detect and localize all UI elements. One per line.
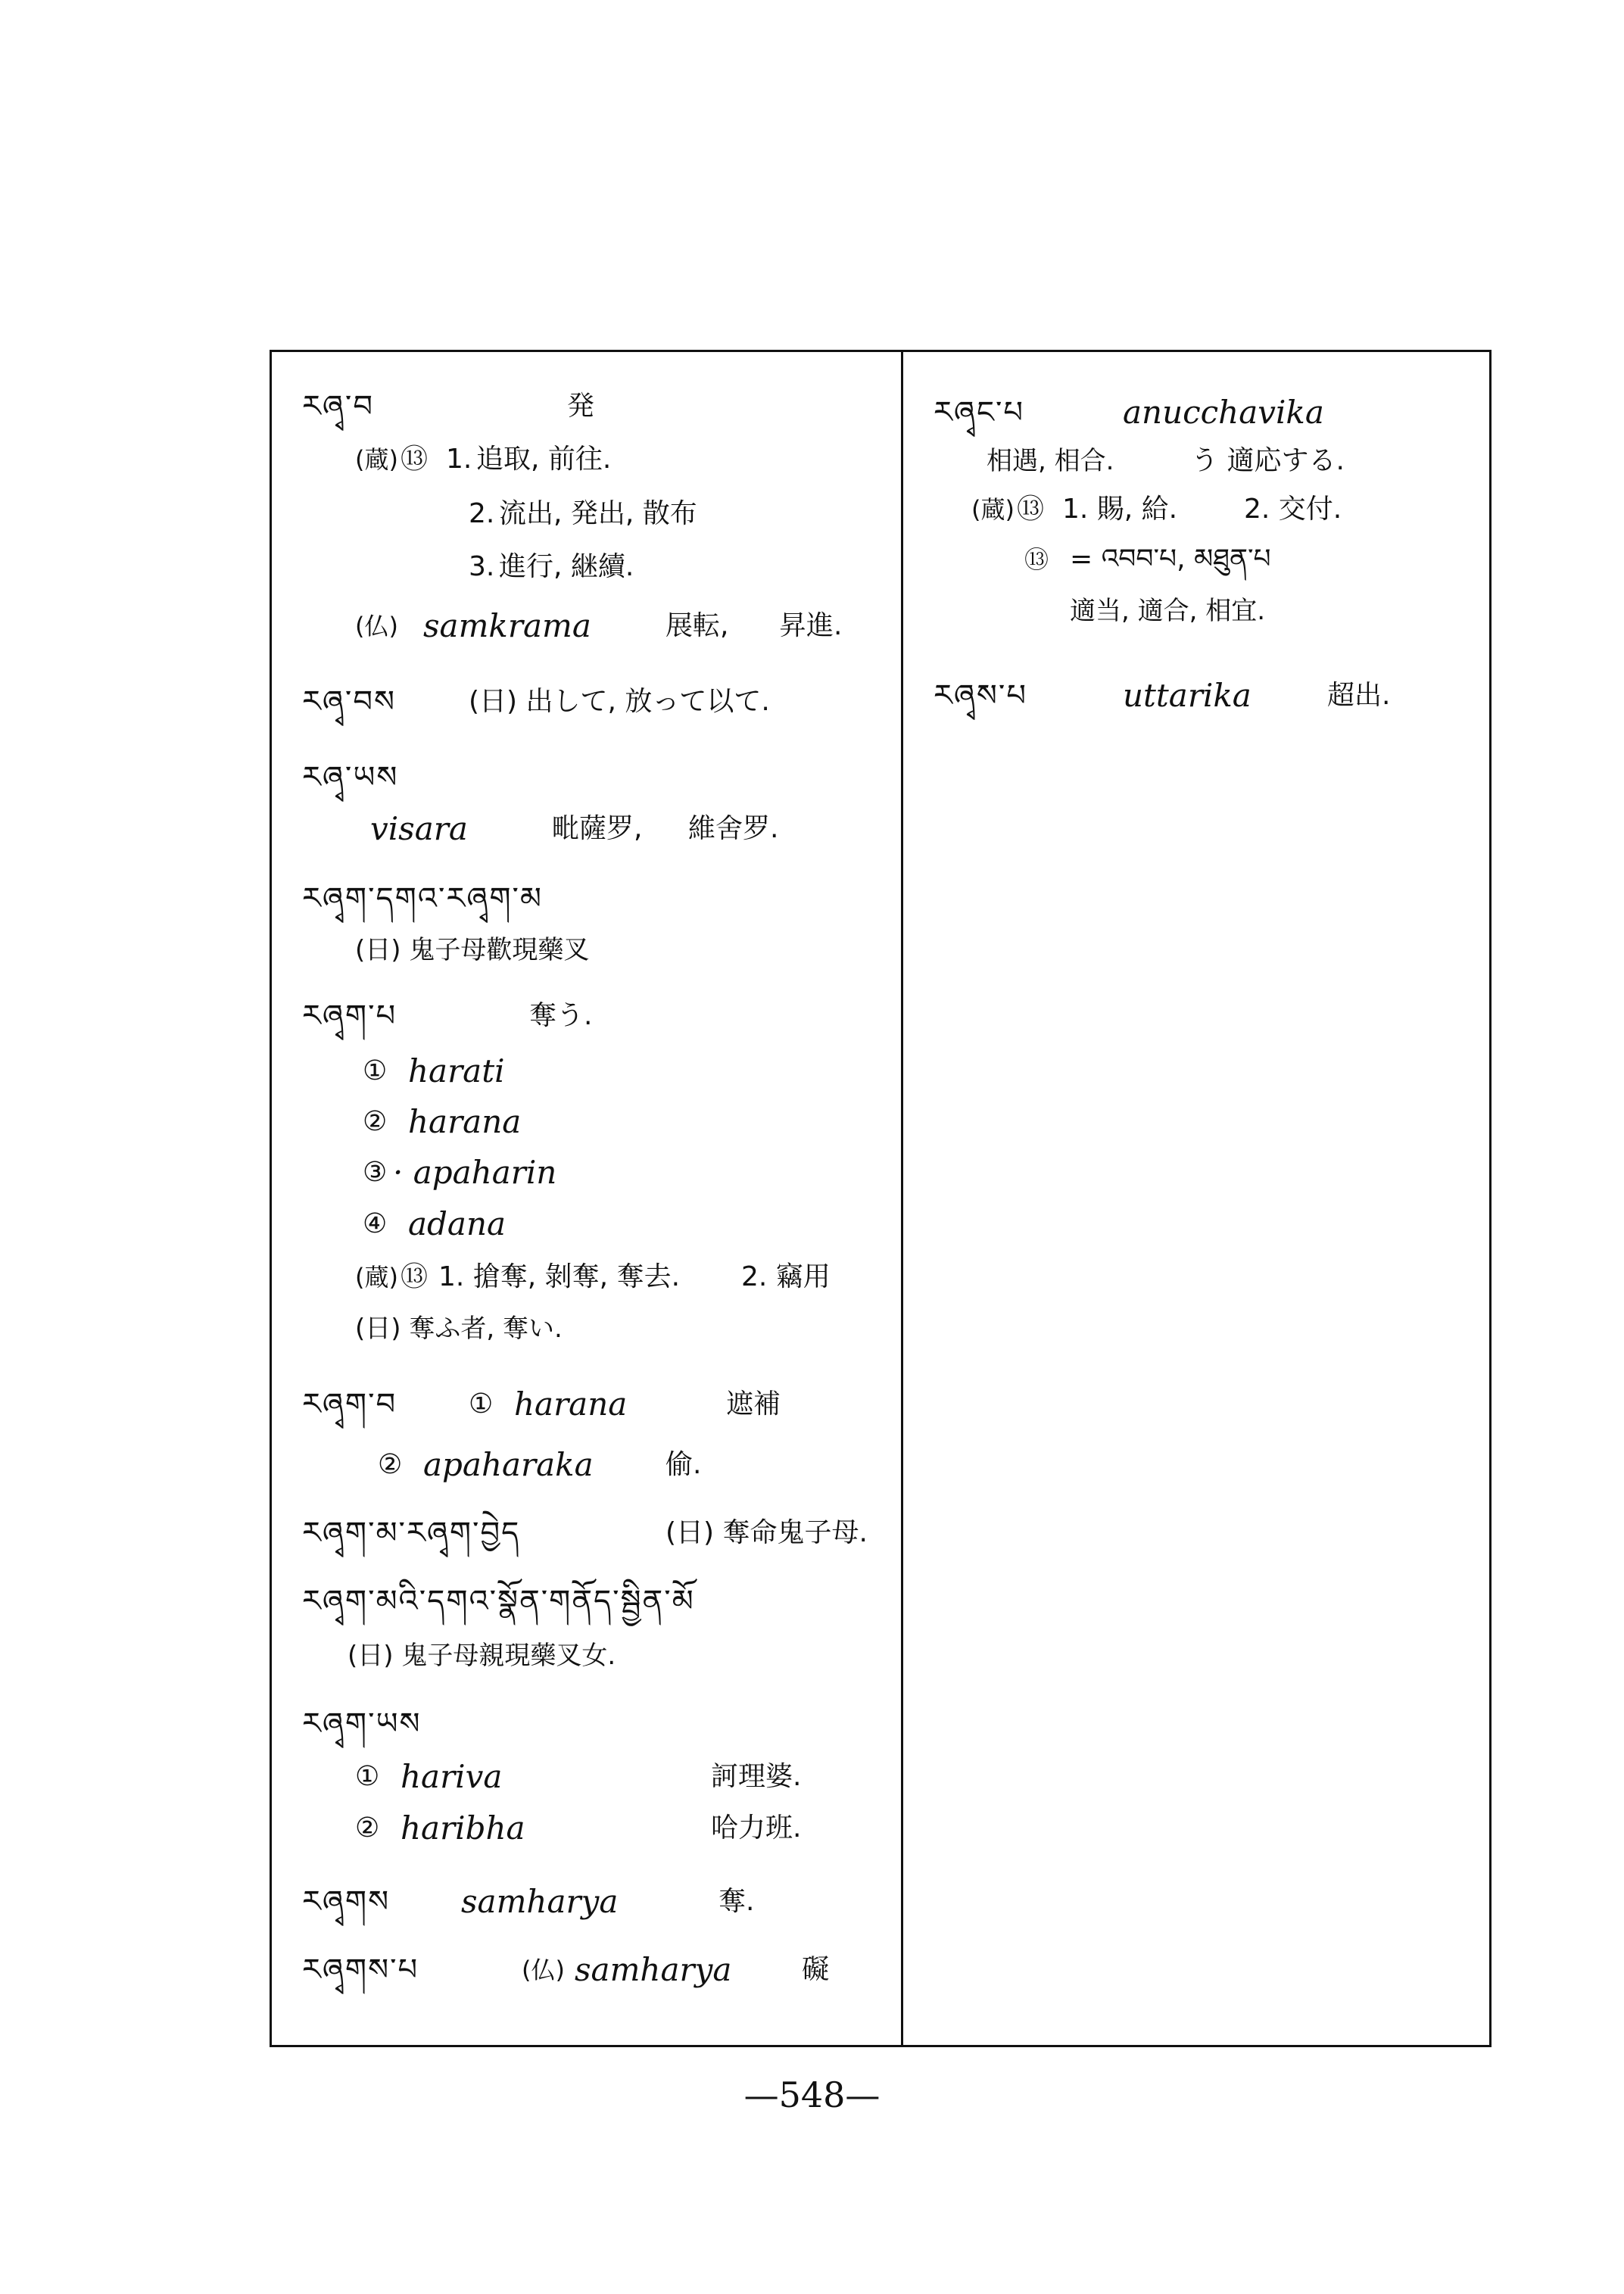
entry-detail: = འབབ་པ, མཐུན་པ bbox=[1070, 544, 1271, 575]
headword: ཪཞྭག་པ bbox=[302, 999, 397, 1033]
entry-detail: 昇進. bbox=[779, 610, 843, 641]
headword: ཪཞྭག་ཡས bbox=[302, 1706, 422, 1741]
entry-detail: 進行, 継續. bbox=[499, 551, 634, 582]
entry-gloss: (仏) bbox=[522, 1956, 565, 1984]
page-number: —548— bbox=[743, 2074, 881, 2115]
entry-gloss: anucchavika bbox=[1123, 394, 1324, 431]
entry-detail: samkrama bbox=[423, 607, 591, 644]
headword: ཪཞྭགས་པ bbox=[302, 1953, 419, 1987]
entry-detail: ③ bbox=[363, 1157, 388, 1188]
entry-detail: ② bbox=[378, 1449, 403, 1480]
entry-detail: 1. bbox=[446, 444, 472, 475]
entry-detail: 2. 竊用 bbox=[741, 1261, 831, 1292]
entry-gloss: 礙 bbox=[802, 1954, 830, 1985]
left-column bbox=[272, 352, 901, 2045]
entry-gloss: 奪. bbox=[718, 1886, 755, 1917]
entry-detail: (日) 鬼子母親現藥叉女. bbox=[348, 1641, 616, 1671]
entry-detail: 相遇, 相合. bbox=[987, 446, 1114, 476]
entry-detail: adana bbox=[408, 1205, 507, 1242]
entry-detail: ① bbox=[363, 1055, 388, 1086]
entry-detail: 適当, 適合, 相宜. bbox=[1070, 596, 1266, 626]
entry-gloss: samharya bbox=[575, 1951, 732, 1988]
entry-detail: visara bbox=[370, 810, 468, 847]
entry-gloss: 超出. bbox=[1327, 680, 1391, 711]
entry-detail: (日) 奪ふ者, 奪い. bbox=[355, 1314, 563, 1344]
entry-gloss: (日) 出して, 放って以て. bbox=[469, 686, 770, 717]
entry-gloss: uttarika bbox=[1123, 677, 1252, 714]
entry-detail: haribha bbox=[401, 1809, 525, 1847]
entry-detail: ② bbox=[363, 1106, 388, 1137]
entry-detail: 2. 交付. bbox=[1244, 494, 1342, 525]
entry-gloss: samharya bbox=[461, 1883, 619, 1920]
headword: ཪཞྭག་མ་ཪཞྭག་བྱེད bbox=[302, 1516, 521, 1551]
headword: ཪཞྭག་མའི་དགའ་སྣོན་གནོད་སྦྱིན་མོ bbox=[302, 1584, 695, 1619]
entry-detail: ② bbox=[355, 1812, 380, 1844]
entry-detail: hariva bbox=[401, 1758, 503, 1795]
entry-gloss: 遮補 bbox=[726, 1389, 781, 1420]
headword: ཪཞྭ་ཡས bbox=[302, 760, 399, 795]
entry-detail: ④ bbox=[363, 1208, 388, 1239]
entry-detail: ⑬ bbox=[1024, 545, 1049, 574]
right-column bbox=[903, 352, 1489, 2045]
entry-detail: 偷. bbox=[665, 1449, 702, 1480]
headword: ཪཞྭ་བས bbox=[302, 684, 396, 719]
entry-detail: (仏) bbox=[355, 612, 398, 641]
entry-detail: apaharaka bbox=[423, 1446, 594, 1483]
entry-detail: 訶理婆. bbox=[711, 1761, 802, 1792]
entry-detail: · apaharin bbox=[393, 1154, 557, 1191]
entry-detail: (日) 鬼子母歡現藥叉 bbox=[355, 935, 590, 965]
entry-detail: harati bbox=[408, 1052, 505, 1089]
entry-detail: 展転, bbox=[665, 610, 729, 641]
entry-detail: う 適応する. bbox=[1191, 445, 1345, 476]
entry-detail: ⑬ bbox=[401, 1261, 429, 1292]
entry-detail: ⑬ bbox=[401, 444, 429, 475]
entry-detail: ① bbox=[355, 1761, 380, 1792]
entry-detail: 流出, 発出, 散布 bbox=[499, 498, 697, 529]
entry-detail: 維舍罗. bbox=[688, 813, 779, 844]
entry-detail: 1. 賜, 給. bbox=[1062, 494, 1178, 525]
headword: ཪཞྭ་བ bbox=[302, 389, 374, 424]
headword: ཪཞྭས་པ bbox=[934, 678, 1027, 713]
entry-detail: (蔵) bbox=[355, 1263, 398, 1292]
entry-gloss: 発 bbox=[567, 391, 595, 422]
entry-detail: harana bbox=[408, 1103, 522, 1140]
entry-gloss: harana bbox=[514, 1385, 628, 1423]
headword: ཪཞྭག་དགའ་ཪཞྭག་མ bbox=[302, 881, 543, 916]
headword: ཪཞྭགས bbox=[302, 1884, 391, 1919]
entry-detail: 哈力班. bbox=[711, 1812, 802, 1844]
entry-gloss: 奪う. bbox=[529, 1000, 593, 1031]
entry-detail: 毗薩罗, bbox=[552, 813, 643, 844]
entry-detail: (蔵) bbox=[355, 445, 398, 474]
entry-detail: 2. bbox=[469, 498, 495, 529]
headword: ཪཞྭང་པ bbox=[934, 395, 1025, 430]
entry-gloss: ① bbox=[469, 1389, 494, 1420]
headword: ཪཞྭག་བ bbox=[302, 1387, 397, 1422]
entry-detail: (蔵) bbox=[971, 495, 1015, 524]
entry-detail: 3. bbox=[469, 551, 495, 582]
entry-detail: 追取, 前往. bbox=[476, 444, 612, 475]
entry-gloss: (日) 奪命鬼子母. bbox=[665, 1517, 868, 1548]
entry-detail: ⑬ bbox=[1017, 494, 1045, 525]
entry-detail: 1. 搶奪, 剝奪, 奪去. bbox=[438, 1261, 681, 1292]
dictionary-frame bbox=[270, 350, 1492, 2047]
